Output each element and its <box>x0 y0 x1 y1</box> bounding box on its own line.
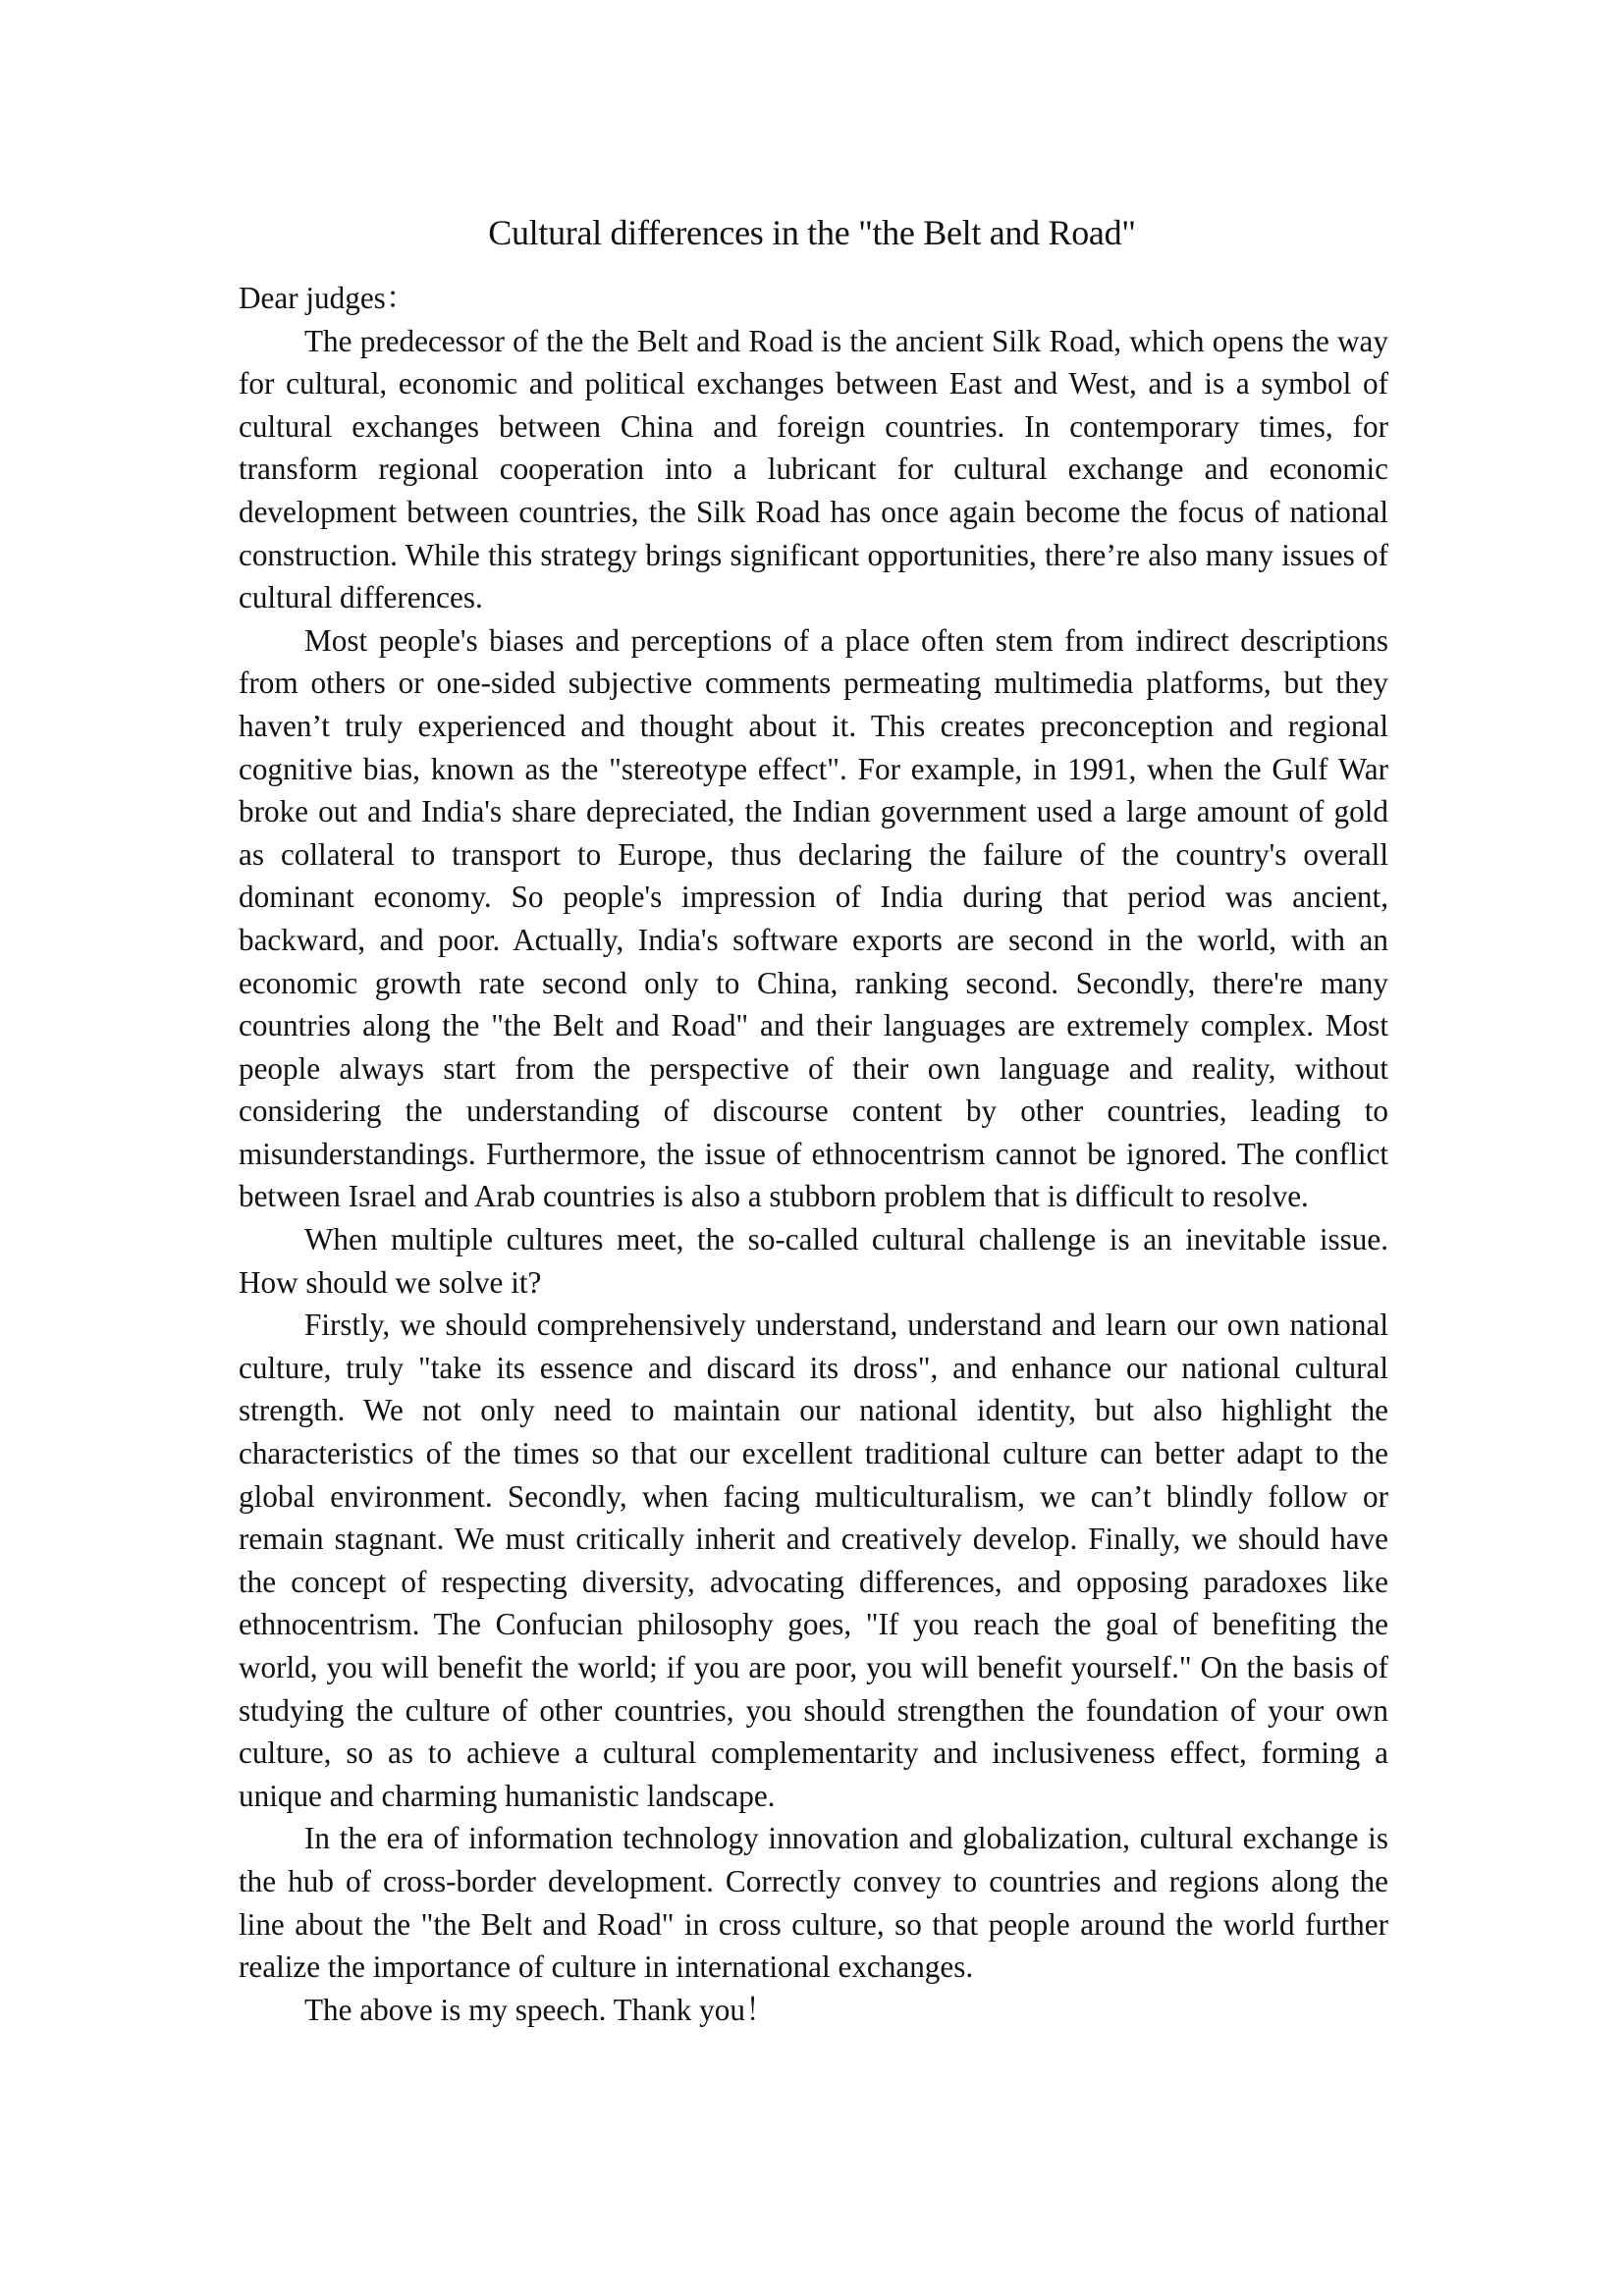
paragraph-conclusion: In the era of information technology innovation and globalization, cultural exchange is the hub of cross-border development. Correctly convey to countries and regions along the line about the "the Belt and Road" in cross culture, so that people around the world further realize the importance of culture in international exchanges. <box>239 1821 1388 1985</box>
paragraph-intro: The predecessor of the the Belt and Road is the ancient Silk Road, which opens the way for cultural, economic and political exchanges between East and West, and is a symbol of cultural exchanges between China and foreign countries. In contemporary times, for transform regional cooperation into a lubricant for cultural exchange and economic development between countries, the Silk Road has once again become the focus of national construction. While this strategy brings significant opportunities, there’re also many issues of cultural differences. <box>239 323 1388 615</box>
paragraph-solutions: Firstly, we should comprehensively understand, understand and learn our own national culture, truly "take its essence and discard its dross", and enhance our national cultural strength. We not only need to maintain our national identity, but also highlight the characteristics of the times so that our excellent traditional culture can better adapt to the global environment. Secondly, when facing multiculturalism, we can’t blindly follow or remain stagnant. We must critically inherit and creatively develop. Finally, we should have the concept of respecting diversity, advocating differences, and opposing paradoxes like ethnocentrism. The Confucian philosophy goes, "If you reach the goal of benefiting the world, you will benefit the world; if you are poor, you will benefit yourself." On the basis of studying the culture of other countries, you should strengthen the foundation of your own culture, so as to achieve a cultural complementarity and inclusiveness effect, forming a unique and charming humanistic landscape. <box>239 1308 1388 1813</box>
paragraph-closing: The above is my speech. Thank you！ <box>304 1992 777 2027</box>
paragraph-question: When multiple cultures meet, the so-called cultural challenge is an inevitable issue. How should we solve it? <box>239 1222 1388 1300</box>
document-title: Cultural differences in the "the Belt and Road" <box>488 213 1136 252</box>
document-body <box>239 277 1388 2031</box>
paragraph-cultural-issues: Most people's biases and perceptions of a place often stem from indirect descriptions from others or one-sided subjective comments permeating multimedia platforms, but they haven’t truly experienced and thought about it. This creates preconception and regional cognitive bias, known as the "stereotype effect". For example, in 1991, when the Gulf War broke out and India's share depreciated, the Indian government used a large amount of gold as collateral to transport to Europe, thus declaring the failure of the country's overall dominant economy. So people's impression of India during that period was ancient, backward, and poor. Actually, India's software exports are second in the world, with an economic growth rate second only to China, ranking second. Secondly, there're many countries along the "the Belt and Road" and their languages are extremely complex. Most people always start from the perspective of their own language and reality, without considering the understanding of discourse content by other countries, leading to misunderstandings. Furthermore, the issue of ethnocentrism cannot be ignored. The conflict between Israel and Arab countries is also a stubborn problem that is difficult to resolve. <box>239 622 1388 1214</box>
salutation: Dear judges： <box>239 281 417 315</box>
